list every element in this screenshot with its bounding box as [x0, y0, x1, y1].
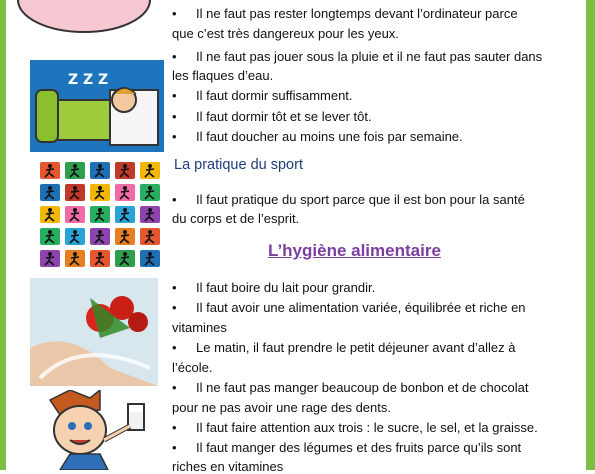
sport-figure-head: [123, 186, 127, 190]
sport-figure-head: [148, 208, 152, 212]
sport-figure-head: [48, 252, 52, 256]
bullet-glyph: •: [172, 340, 177, 355]
hygiene-line-7: pour ne pas avoir une rage des dents.: [172, 400, 391, 415]
zzz-text: Z Z Z: [68, 72, 109, 88]
bullet-glyph: •: [172, 440, 177, 455]
sport-figure-head: [148, 230, 152, 234]
hygiene-line-10: riches en vitamines: [172, 459, 284, 474]
sport-figure-head: [148, 164, 152, 168]
hygiene-line-1: Il faut boire du lait pour grandir.: [196, 280, 376, 295]
hygiene-line-3: vitamines: [172, 320, 227, 335]
sport-figure-head: [123, 230, 127, 234]
bullet-glyph: •: [172, 280, 177, 295]
sport-figure-head: [123, 164, 127, 168]
top-bullet-2-line2: les flaques d’eau.: [172, 68, 274, 83]
page-border-left: [0, 0, 6, 470]
sport-figure-head: [98, 208, 102, 212]
hygiene-line-2: Il faut avoir une alimentation variée, équilibrée et riche en: [196, 300, 526, 315]
sport-bullet-line2: du corps et de l’esprit.: [172, 211, 300, 226]
sport-figure-head: [73, 208, 77, 212]
bullet-glyph: •: [172, 6, 177, 21]
sport-figure-head: [148, 186, 152, 190]
bullet-glyph: •: [172, 300, 177, 315]
sport-figure-head: [123, 208, 127, 212]
sport-figure-head: [73, 252, 77, 256]
sport-pictograms-grid: [38, 160, 166, 268]
sport-figure-head: [48, 164, 52, 168]
sport-figure-head: [73, 164, 77, 168]
page-border-right: [586, 0, 595, 470]
hygiene-line-9: Il faut manger des légumes et des fruits parce qu’ils sont: [196, 440, 522, 455]
bullet-glyph: •: [172, 49, 177, 64]
boy-with-milk-illustration: [30, 390, 158, 470]
sport-bullet-line1: Il faut pratique du sport parce que il est bon pour la santé: [196, 192, 525, 207]
top-bullet-1-line2: que c’est très dangereux pour les yeux.: [172, 26, 399, 41]
sport-figure-head: [48, 230, 52, 234]
bullet-glyph: •: [172, 109, 177, 124]
sport-figure-head: [98, 164, 102, 168]
hygiene-line-5: l’école.: [172, 360, 213, 375]
sport-heading: La pratique du sport: [174, 157, 303, 173]
sport-figure-head: [98, 186, 102, 190]
hygiene-heading: L’hygiène alimentaire: [268, 241, 441, 260]
sport-figure-head: [148, 252, 152, 256]
top-bullet-3: Il faut dormir suffisamment.: [196, 88, 353, 103]
bullet-glyph: •: [172, 420, 177, 435]
bullet-glyph: •: [172, 380, 177, 395]
top-bullet-2-line1: Il ne faut pas jouer sous la pluie et il ne faut pas sauter dans: [196, 49, 543, 64]
bullet-glyph: •: [172, 129, 177, 144]
bullet-glyph: •: [172, 88, 177, 103]
bullet-glyph: •: [172, 192, 177, 207]
sport-figure-head: [73, 186, 77, 190]
sport-figure-head: [123, 252, 127, 256]
washing-fruit-illustration: [30, 278, 158, 386]
hygiene-line-4: Le matin, il faut prendre le petit déjeuner avant d’allez à: [196, 340, 516, 355]
hygiene-line-8: Il faut faire attention aux trois : le sucre, le sel, et la graisse.: [196, 420, 538, 435]
top-bullet-5: Il faut doucher au moins une fois par semaine.: [196, 129, 463, 144]
sleeping-boy-illustration: [30, 60, 164, 152]
balloon-illustration: [10, 0, 158, 36]
sport-figure-head: [98, 230, 102, 234]
top-bullet-4: Il faut dormir tôt et se lever tôt.: [196, 109, 372, 124]
sport-figure-head: [98, 252, 102, 256]
sport-figure-head: [73, 230, 77, 234]
top-bullet-1-line1: Il ne faut pas rester longtemps devant l’ordinateur parce: [196, 6, 518, 21]
sport-figure-head: [48, 186, 52, 190]
hygiene-line-6: Il ne faut pas manger beaucoup de bonbon et de chocolat: [196, 380, 529, 395]
sport-figure-head: [48, 208, 52, 212]
